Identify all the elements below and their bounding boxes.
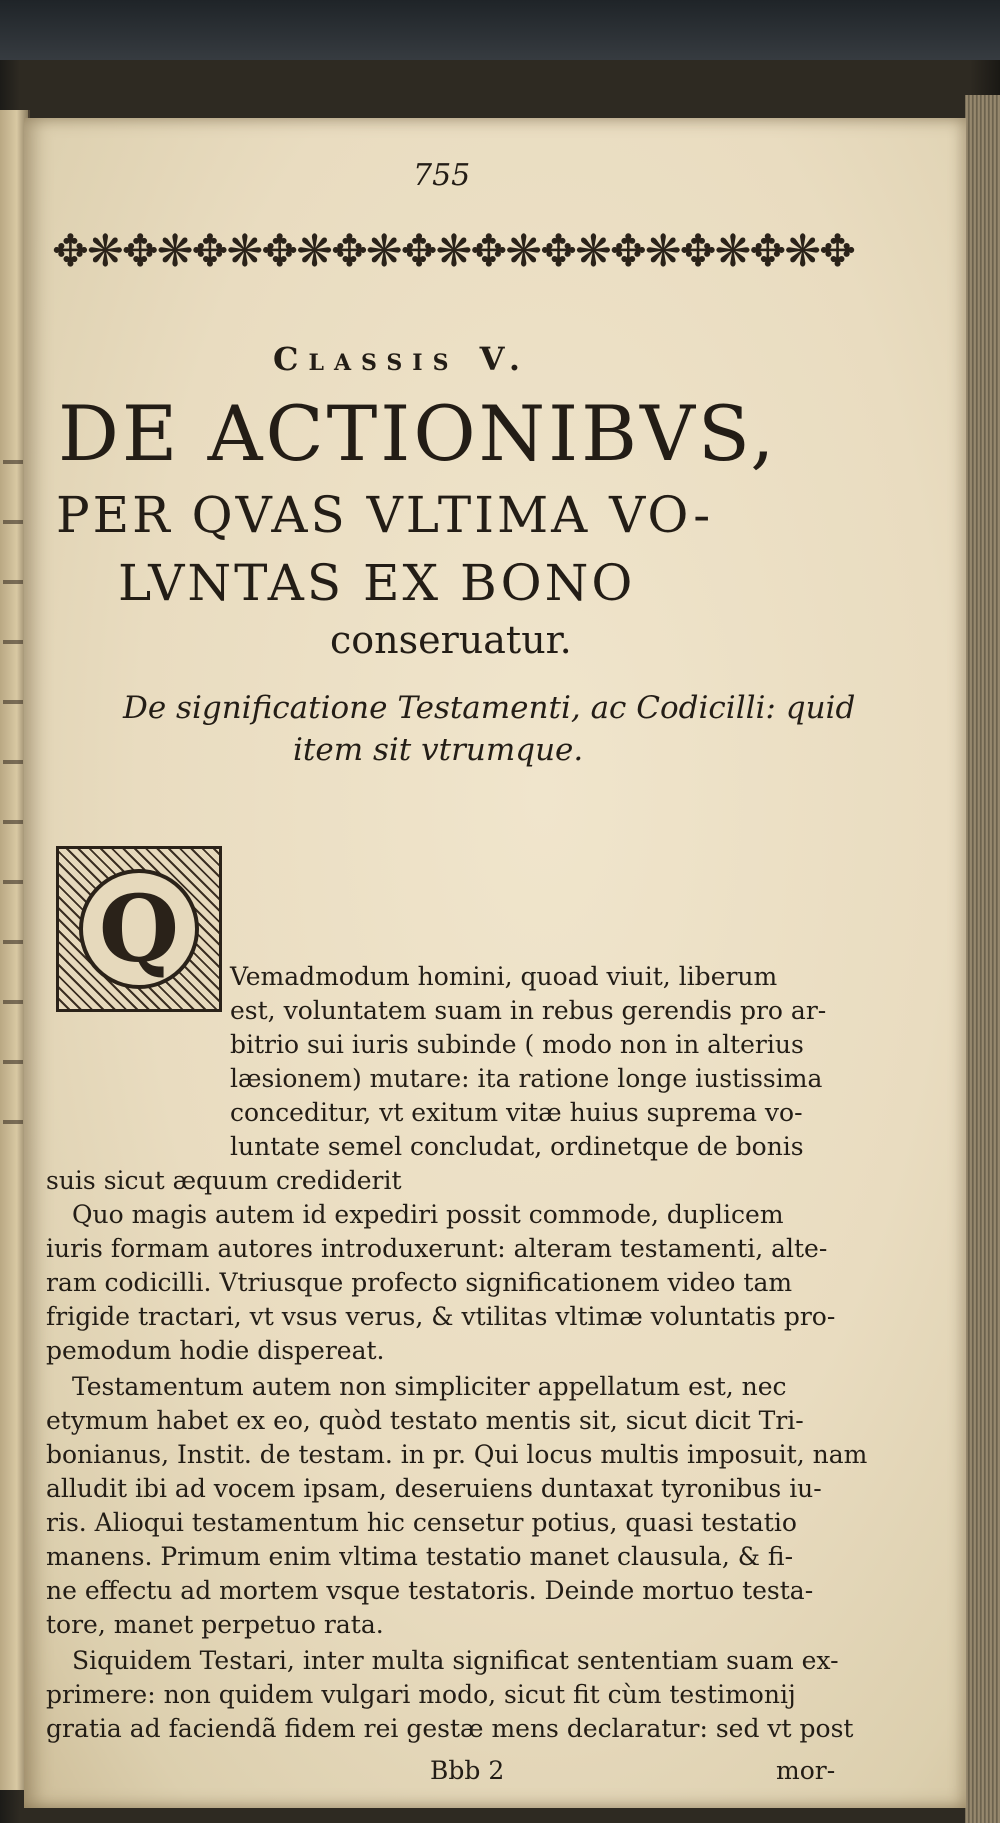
body-line: bonianus, Instit. de testam. in pr. Qui locus multis imposuit, nam [46, 1440, 868, 1469]
subtitle-line-2: item sit vtrumque. [293, 732, 584, 768]
chapter-title-line-3: LVNTAS EX BONO [118, 554, 636, 612]
subtitle-line-1: De significatione Testamenti, ac Codicilli: quid [123, 690, 856, 726]
body-line: bitrio sui iuris subinde ( modo non in alterius [230, 1030, 804, 1059]
section-label: Classis V. [273, 340, 530, 378]
chapter-title-line-1: DE ACTIONIBVS, [58, 389, 778, 478]
body-line: ram codicilli. Vtriusque profecto significationem video tam [46, 1268, 793, 1297]
body-line: alludit ibi ad vocem ipsam, deseruiens duntaxat tyronibus iu- [46, 1474, 822, 1503]
book-page [24, 118, 966, 1808]
body-line: est, voluntatem suam in rebus gerendis pro ar- [230, 996, 827, 1025]
body-line: læsionem) mutare: ita ratione longe iustissima [230, 1064, 823, 1093]
body-line: tore, manet perpetuo rata. [46, 1610, 384, 1639]
body-line: Siquidem Testari, inter multa significat sententiam suam ex- [72, 1646, 839, 1675]
body-line: ris. Alioqui testamentum hic censetur potius, quasi testatio [46, 1508, 797, 1537]
body-line: ne effectu ad mortem vsque testatoris. Deinde mortuo testa- [46, 1576, 814, 1605]
body-line: Testamentum autem non simpliciter appellatum est, nec [72, 1372, 787, 1401]
chapter-title-line-2: PER QVAS VLTIMA VO- [56, 486, 714, 544]
body-line: etymum habet ex eo, quòd testato mentis sit, sicut dicit Tri- [46, 1406, 804, 1435]
page-stack-edge [965, 95, 1000, 1823]
initial-letter: Q [79, 869, 199, 989]
margin-annotation-marks [3, 430, 23, 1150]
body-line: frigide tractari, vt vsus verus, & vtilitas vltimæ voluntatis pro- [46, 1302, 836, 1331]
body-line: iuris formam autores introduxerunt: alteram testamenti, alte- [46, 1234, 828, 1263]
body-line: gratia ad faciendã fidem rei gestæ mens declaratur: sed vt post [46, 1714, 854, 1743]
signature-mark: Bbb 2 [430, 1756, 505, 1785]
ornamental-headpiece: ✥❋✥❋✥❋✥❋✥❋✥❋✥❋✥❋✥❋✥❋✥❋✥ [52, 225, 854, 277]
body-line: Vemadmodum homini, quoad viuit, liberum [230, 962, 778, 991]
body-line: conceditur, vt exitum vitæ huius suprema vo- [230, 1098, 803, 1127]
body-line: pemodum hodie dispereat. [46, 1336, 385, 1365]
body-line: primere: non quidem vulgari modo, sicut fit cùm testimonij [46, 1680, 796, 1709]
body-line: manens. Primum enim vltima testatio manet clausula, & fi- [46, 1542, 794, 1571]
decorated-initial [56, 846, 222, 1012]
body-line: suis sicut æquum crediderit [46, 1166, 402, 1195]
catchword: mor- [776, 1756, 836, 1785]
body-line: luntate semel concludat, ordinetque de bonis [230, 1132, 804, 1161]
body-line: Quo magis autem id expediri possit commode, duplicem [72, 1200, 784, 1229]
page-number: 755 [413, 158, 471, 193]
chapter-title-line-4: conseruatur. [330, 618, 572, 662]
